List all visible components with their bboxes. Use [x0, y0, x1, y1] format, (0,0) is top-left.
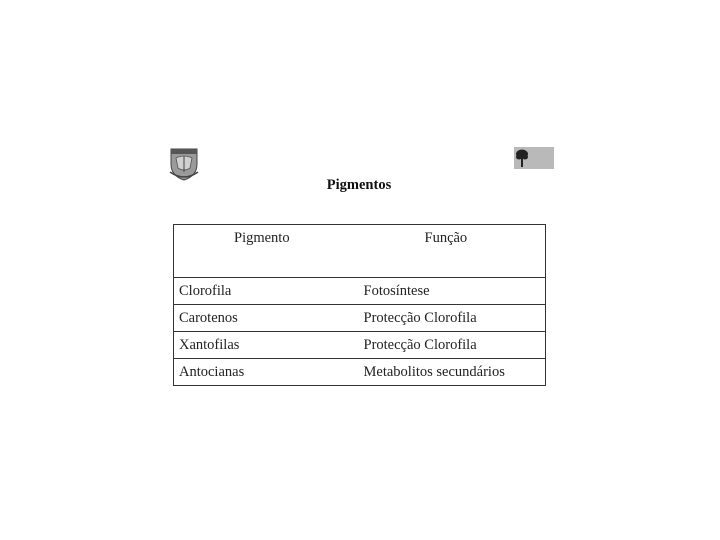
table-cell-function: Protecção Clorofila: [360, 332, 546, 359]
table-cell-pigment: Xantofilas: [174, 332, 360, 359]
page-title-text: Pigmentos: [326, 177, 392, 193]
table-cell-pigment: Clorofila: [174, 278, 360, 305]
table-header-row: [174, 225, 546, 278]
table-cell-function: Metabolitos secundários: [360, 359, 546, 386]
page-title: [0, 177, 720, 194]
table-cell-function: Protecção Clorofila: [360, 305, 546, 332]
tree-logo-icon: [514, 147, 554, 169]
column-header-funcao: Função: [360, 225, 546, 278]
table-cell-function: Fotosíntese: [360, 278, 546, 305]
table-row: [174, 332, 546, 359]
table-row: [174, 278, 546, 305]
pigments-table: [173, 224, 546, 386]
table-cell-pigment: Antocianas: [174, 359, 360, 386]
table-row: [174, 305, 546, 332]
column-header-pigmento: Pigmento: [174, 225, 360, 278]
table-row: [174, 359, 546, 386]
table-cell-pigment: Carotenos: [174, 305, 360, 332]
